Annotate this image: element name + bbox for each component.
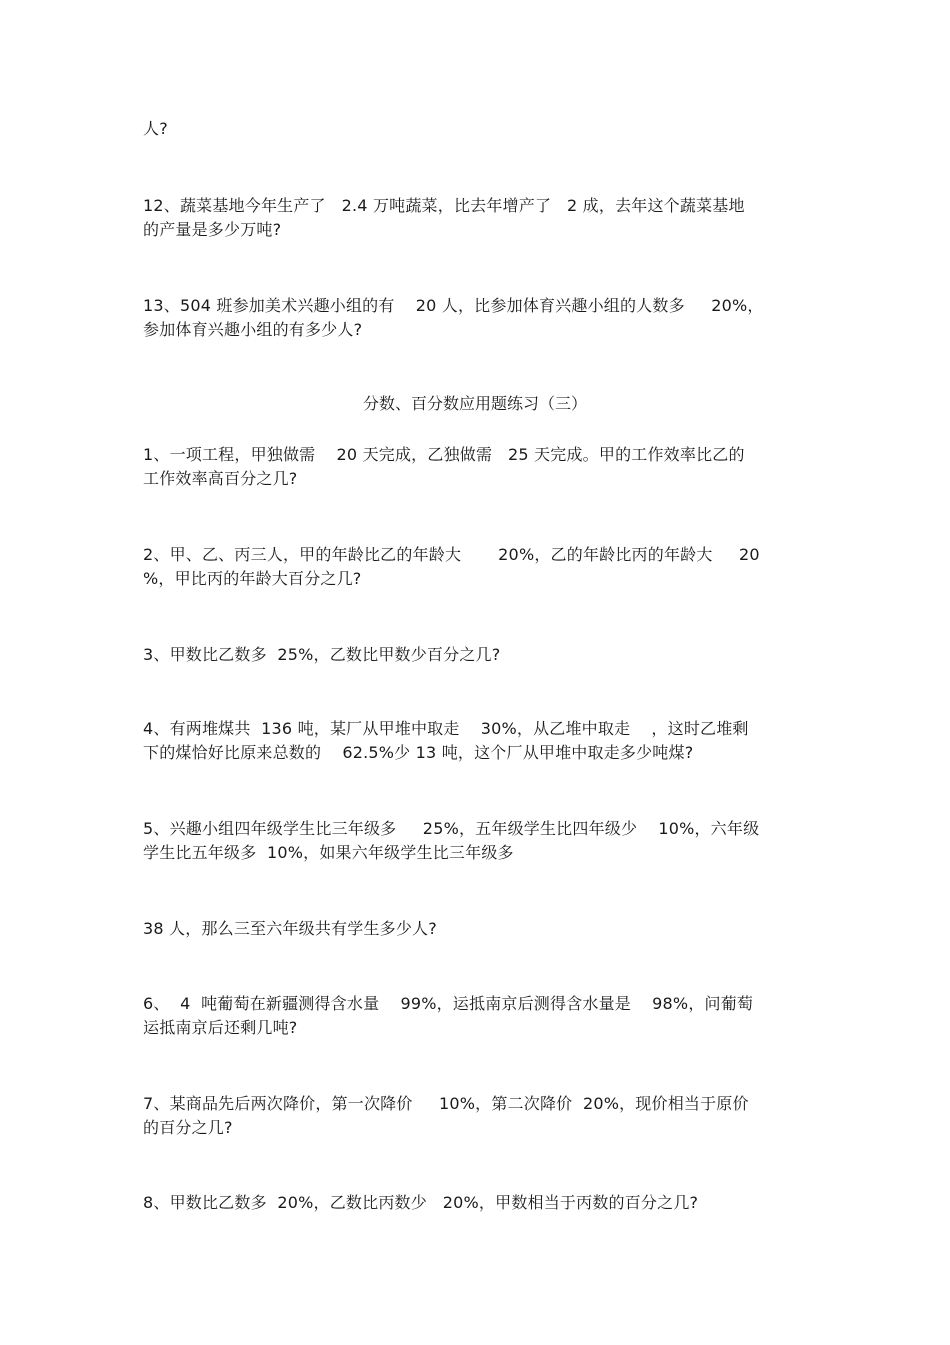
- problem-6-line-1: 6、 4 吨葡萄在新疆测得含水量 99%，运抵南京后测得含水量是 98%，问葡萄: [143, 994, 754, 1013]
- problem-1-line-2: 工作效率高百分之几?: [143, 469, 298, 488]
- problem-8: 8、甲数比乙数多 20%，乙数比丙数少 20%，甲数相当于丙数的百分之几?: [143, 1193, 699, 1212]
- problem-13-line-2: 参加体育兴趣小组的有多少人?: [143, 320, 363, 339]
- problem-6-line-2: 运抵南京后还剩几吨?: [143, 1018, 298, 1037]
- problem-5-line-2: 学生比五年级多 10%，如果六年级学生比三年级多: [143, 843, 514, 862]
- problem-7-line-1: 7、某商品先后两次降价，第一次降价 10%，第二次降价 20%，现价相当于原价: [143, 1094, 749, 1113]
- problem-11-end: 人?: [143, 119, 168, 138]
- problem-12-line-2: 的产量是多少万吨?: [143, 220, 282, 239]
- problem-13-line-1: 13、504 班参加美术兴趣小组的有 20 人，比参加体育兴趣小组的人数多 20%，: [143, 296, 764, 315]
- problem-3: 3、甲数比乙数多 25%，乙数比甲数少百分之几?: [143, 645, 501, 664]
- problem-2-line-1: 2、甲、乙、丙三人，甲的年龄比乙的年龄大 20%，乙的年龄比丙的年龄大 20: [143, 545, 760, 564]
- section-title: 分数、百分数应用题练习（三）: [362, 394, 587, 413]
- problem-7-line-2: 的百分之几?: [143, 1118, 233, 1137]
- problem-1-line-1: 1、一项工程，甲独做需 20 天完成，乙独做需 25 天完成。甲的工作效率比乙的: [143, 445, 745, 464]
- problem-2-line-2: %，甲比丙的年龄大百分之几?: [143, 569, 362, 588]
- problem-5-line-3: 38 人，那么三至六年级共有学生多少人?: [143, 919, 437, 938]
- problem-4-line-2: 下的煤恰好比原来总数的 62.5%少 13 吨，这个厂从甲堆中取走多少吨煤?: [143, 743, 694, 762]
- problem-5-line-1: 5、兴趣小组四年级学生比三年级多 25%，五年级学生比四年级少 10%，六年级: [143, 819, 760, 838]
- problem-4-line-1: 4、有两堆煤共 136 吨，某厂从甲堆中取走 30%，从乙堆中取走 ，这时乙堆剩: [143, 719, 749, 738]
- problem-12-line-1: 12、蔬菜基地今年生产了 2.4 万吨蔬菜，比去年增产了 2 成，去年这个蔬菜基地: [143, 196, 745, 215]
